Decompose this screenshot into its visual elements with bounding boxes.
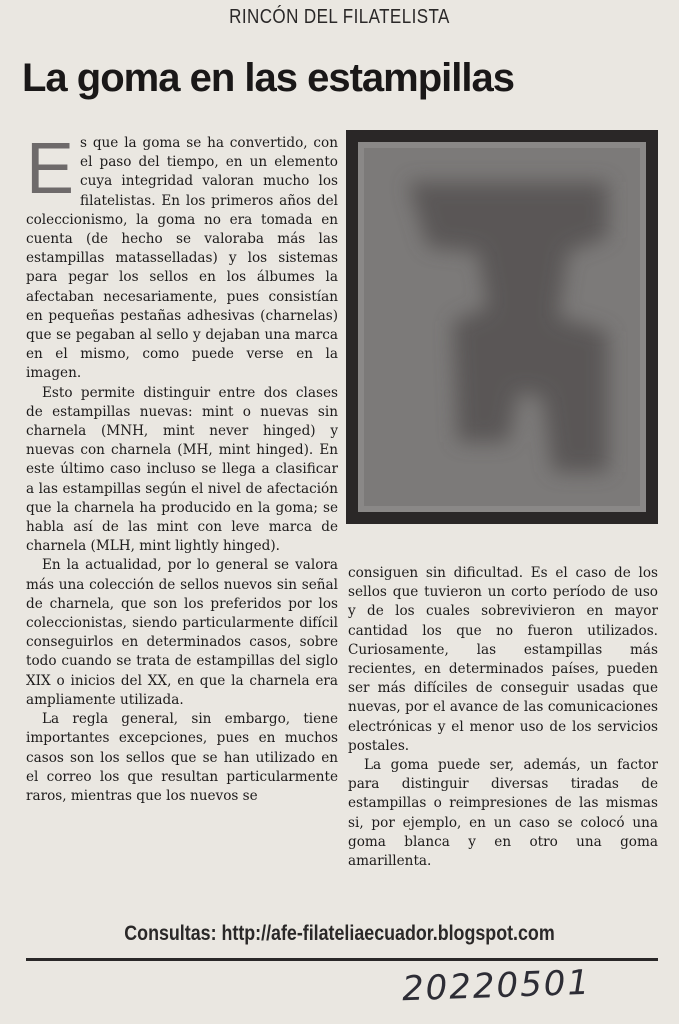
divider (26, 958, 658, 961)
paragraph: consiguen sin dificultad. Es el caso de los sellos que tuvieron un corto período de uso y de los cuales sobrevivieron en mayor cantidad los que no fueron utilizados. Curiosamente, las estampillas más recientes, en determinados países, pueden ser más difíciles de conseguir usadas que nuevas, por el avance de las comunicaciones electrónicas y el menor uso de los servicios postales. (348, 565, 658, 754)
stamp-photo (346, 130, 658, 524)
dropcap: E (26, 129, 75, 209)
article-column-right (348, 564, 658, 871)
section-title: RINCÓN DEL FILATELISTA (229, 6, 450, 28)
stamp-back-with-hinge-mark (358, 142, 646, 512)
hinge-mark-shape (358, 142, 646, 512)
paragraph: La goma puede ser, además, un factor para distinguir diversas tiradas de estampillas o reimpresiones de las mismas si, por ejemplo, en un caso se colocó una goma blanca y en otro una goma amarillenta. (348, 757, 658, 870)
paragraph: s que la goma se ha convertido, con el paso del tiempo, en un elemento cuya integridad valoran mucho los filatelistas. En los primeros años del coleccionismo, la goma no era tomada en cuenta (de hecho se valoraba más las estampillas matasselladas) y los sistemas para pegar los sellos en los álbumes la afectaban necesariamente, pues consistían en pequeñas pestañas adhesivas (charnelas) que se pegaban al sello y dejaban una marca en el mismo, como puede verse en la imagen. (26, 135, 338, 382)
paragraph: En la actualidad, por lo general se valora más una colección de sellos nuevos sin señal de charnela, que son los preferidos por los coleccionistas, siendo particularmente difícil conseguirlos en determinados casos, sobre todo cuando se trata de estampillas del siglo XIX o inicios del XX, en que la charnela era ampliamente utilizada. (26, 557, 338, 708)
paragraph: La regla general, sin embargo, tiene importantes excepciones, pues en muchos casos son los sellos que se han utilizado en el correo los que resultan particularmente raros, mientras que los nuevos se (26, 711, 338, 804)
headline: La goma en las estampillas (22, 56, 514, 100)
paragraph: Esto permite distinguir entre dos clases de estampillas nuevas: mint o nuevas sin charnela (MNH, mint never hinged) y nuevas con charnela (MH, mint hinged). En este último caso incluso se llega a clasificar a las estampillas según el nivel de afectación que la charnela ha producido en la goma; se habla así de las mint con leve marca de charnela (MLH, mint lightly hinged). (26, 384, 338, 555)
article-column-left (26, 129, 338, 806)
handwritten-date: 20220501 (401, 962, 592, 1010)
consultas-link: Consultas: http://afe-filateliaecuador.blogspot.com (124, 922, 555, 945)
